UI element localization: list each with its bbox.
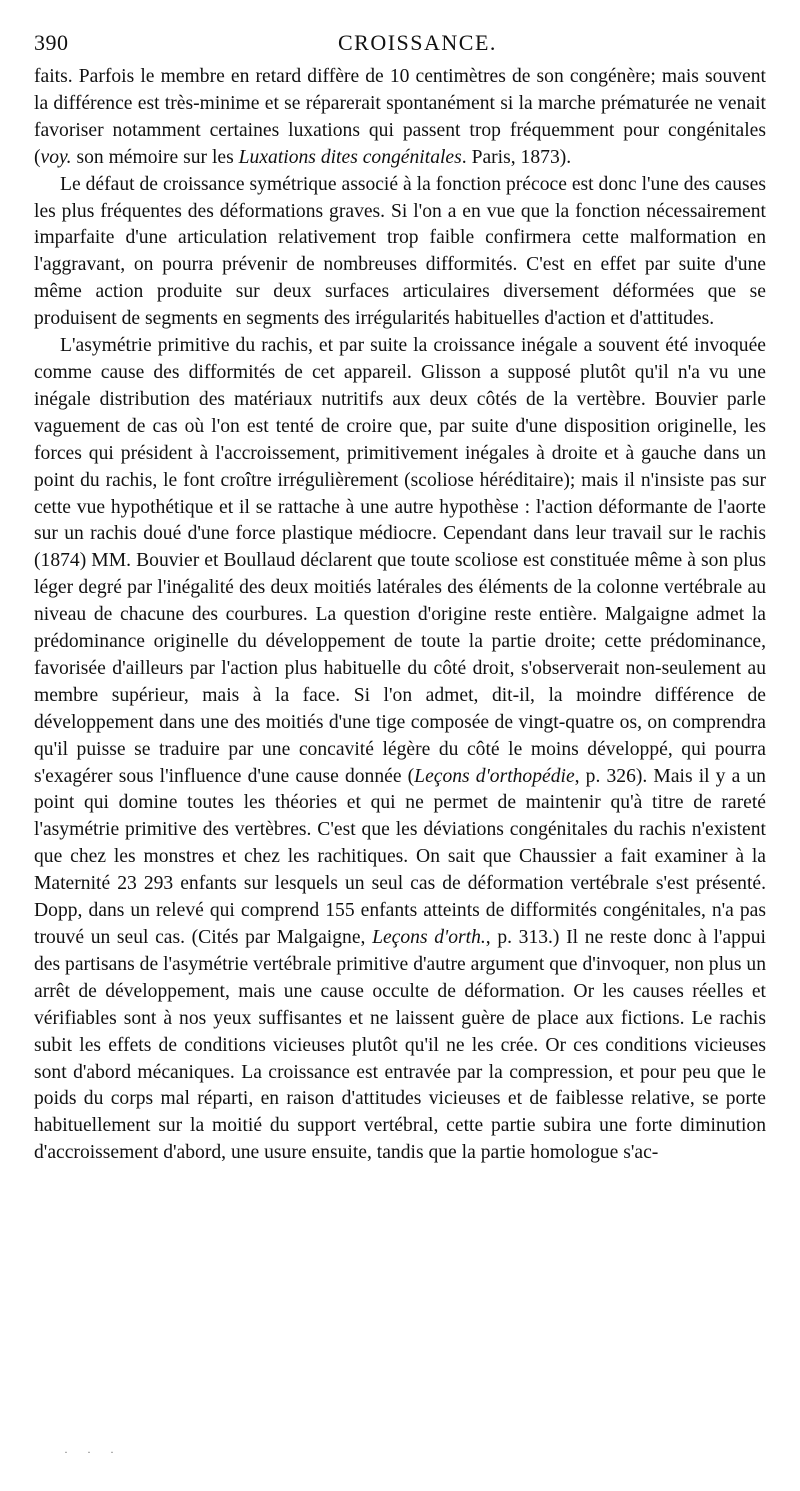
page-header: [34, 22, 766, 64]
text-run: Le défaut de croissance symétrique associé à la fonction précoce est donc l'une des causes les plus fréquentes des déformations graves. Si l'on a en vue que la fonction nécessairement imparfaite d'une articulation relativement trop faible confirmera cette malformation en l'aggravant, on pourra prévenir de nombreuses difformités. C'est en effet par suite d'une même action produite sur deux surfaces articulaires diversement déformées que se produisent de segments en segments des irrégularités habituelles d'action et d'attitudes.: [34, 173, 766, 330]
italic-text: voy.: [40, 146, 72, 168]
body-text: [34, 64, 766, 1167]
text-run: L'asymétrie primitive du rachis, et par suite la croissance inégale a souvent été invoquée comme cause des difformités de cet appareil. Glisson a supposé plutôt qu'il n'a vu une inégale distribution des matériaux nutritifs aux deux côtés de la vertèbre. Bouvier parle vaguement de cas où l'on est tenté de croire que, par suite d'une disposition originelle, les forces qui président à l'accroissement, primitivement inégales à droite et à gauche dans un point du rachis, le font croître irrégulièrement (scoliose héréditaire); mais il n'insiste pas sur cette vue hypothétique et il se rattache à une autre hypothèse : l'action déformante de l'aorte sur un rachis doué d'une force plastique médiocre. Cependant dans leur travail sur le rachis (1874) MM. Bouvier et Boullaud déclarent que toute scoliose est constituée même à son plus léger degré par l'inégalité des deux moitiés latérales des éléments de la colonne vertébrale au niveau de chacune des courbures. La question d'origine reste entière. Malgaigne admet la prédominance originelle du développement de toute la partie droite; cette prédominance, favorisée d'ailleurs par l'action plus habituelle du côté droit, s'observerait non-seulement au membre supérieur, mais à la face. Si l'on admet, dit-il, la moindre différence de développement dans une des moitiés d'une tige composée de vingt-quatre os, on comprendra qu'il puisse se traduire par une concavité légère du côté le moins développé, qui pourra s'exagérer sous l'influence d'une cause donnée (: [34, 335, 766, 787]
text-run: . Paris, 1873).: [461, 146, 572, 168]
paragraph-1: [34, 64, 766, 172]
text-run: , p. 326). Mais il y a un point qui domine toutes les théories et qui ne permet de maintenir qu'à titre de rareté l'asymétrie primitive des vertèbres. C'est que les déviations congénitales du rachis n'existent que chez les monstres et chez les rachitiques. On sait que Chaussier a fait examiner à la Maternité 23 293 enfants sur lesquels un seul cas de déformation vertébrale s'est présenté. Dopp, dans un relevé qui comprend 155 enfants atteints de difformités congénitales, n'a pas trouvé un seul cas. (Cités par Malgaigne,: [34, 765, 766, 948]
book-page: [34, 22, 766, 1167]
italic-text: Leçons d'orthopédie: [414, 765, 575, 787]
running-head: CROISSANCE.: [338, 30, 497, 55]
text-run: , p. 313.) Il ne reste donc à l'appui des partisans de l'asymétrie vertébrale primitive d'autre argument que d'invoquer, non plus un arrêt de développement, mais une cause occulte de déformation. Or les causes réelles et vérifiables sont à nos yeux suffisantes et ne laissent guère de place aux fictions. Le rachis subit les effets de conditions vicieuses plutôt qu'il ne les crée. Or ces conditions vicieuses sont d'abord mécaniques. La croissance est entravée par la compression, et pour peu que le poids du corps mal réparti, en raison d'attitudes vicieuses et de faiblesse relative, se porte habituellement sur la moitié du support vertébral, cette partie subira une forte diminution d'accroissement d'abord, une usure ensuite, tandis que la partie homologue s'ac-: [34, 927, 766, 1164]
text-run: faits. Parfois le membre en retard diffère de 10 centimètres de son congénère; mais souvent la différence est très-minime et se réparerait spontanément si la marche prématurée ne venait favoriser notamment certaines luxations qui passent trop fréquemment pour congénitales (: [34, 66, 766, 168]
paragraph-3: [34, 333, 766, 1167]
italic-text: Leçons d'orth.: [372, 927, 486, 948]
paragraph-2: [34, 172, 766, 333]
text-run: son mémoire sur les: [71, 146, 239, 168]
printer-marks: · · ·: [64, 1445, 122, 1459]
italic-text: Luxations dites congénitales: [238, 146, 462, 168]
page-number: 390: [34, 30, 69, 55]
